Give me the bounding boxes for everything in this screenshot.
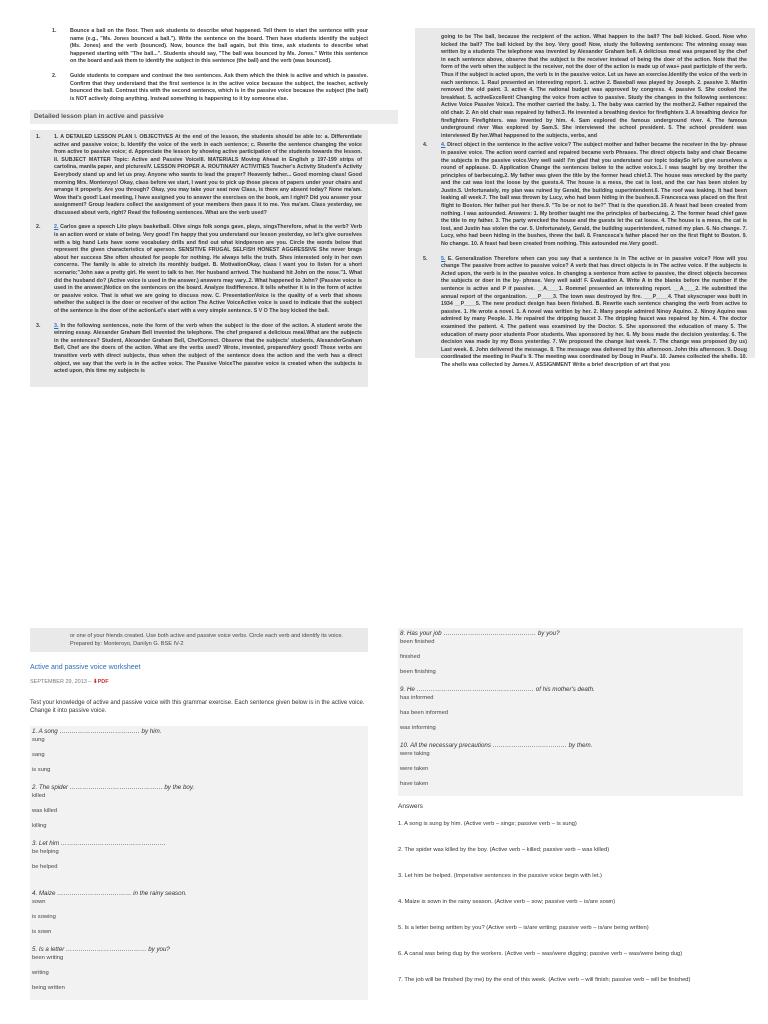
page-bottom-right <box>398 628 743 1024</box>
answer-option[interactable]: been finishing <box>400 669 436 675</box>
question-text: 4. Maize ……………………………… in the rainy season. <box>32 889 187 897</box>
item-text <box>441 256 747 370</box>
answer-option[interactable]: have taken <box>400 781 429 787</box>
worksheet-title[interactable]: Active and passive voice worksheet <box>30 664 141 671</box>
post-date-row <box>30 679 368 685</box>
answer-option[interactable]: were taken <box>400 766 429 772</box>
answer-item: 5. Is a letter being written by you? (Active verb – is/are writing; passive verb – is/are being written) <box>398 925 649 931</box>
answer-option[interactable]: is sung <box>32 766 51 773</box>
answer-option[interactable]: has been informed <box>400 710 449 716</box>
answer-item: 2. The spider was killed by the boy. (Active verb – killed; passive verb – was killed) <box>398 847 610 853</box>
item-link[interactable]: 3. <box>54 322 59 329</box>
item-link[interactable]: 2. <box>54 224 59 231</box>
pdf-link[interactable]: PDF <box>97 679 109 685</box>
item-text <box>54 224 362 315</box>
continued-text: or one of your friends created. Use both active and passive voice verbs. Circle each verb and identify its voice. Prepared by: Monteroyo, Danilyn G. BSE IV-2 <box>30 628 368 652</box>
answer-option[interactable]: sung <box>32 736 45 743</box>
intro-item <box>30 28 368 66</box>
answer-option[interactable]: is sown <box>32 928 52 935</box>
answers-title: Answers <box>398 803 423 810</box>
page-bottom-left <box>30 628 368 1024</box>
post-date: SEPTEMBER 29, 2013 <box>30 679 87 685</box>
item-text: Bounce a ball on the floor. Then ask students to describe what happened. Tell them to start the sentence with your name (e.g., "Ms. Jones bounced a ball."). Write the sentence on the board. Then have students identify the subject (Ms. Jones) and the verb (bounced). Now, bounce the ball again, but this time, ask students to describe what happened starting with "The ball...". Students should say, "The ball was bounced by Ms. Jones." Write this sentence on the board and ask them to identify the subject in this sentence (the ball) and the verb (was bounced). <box>70 28 368 65</box>
item-number: 1. <box>36 133 41 140</box>
answer-item: 4. Maize is sown in the rainy season. (Active verb – sow; passive verb – is/are sown) <box>398 899 616 905</box>
pdf-icon[interactable]: ⬇ <box>93 679 98 685</box>
continued-text: going to be The ball, because the recipient of the action. What happen to the ball? The ball kicked. Good. Now who kicked the ball? The ball kicked by the boy. Very good! Now, study the following sentences: The winning essay was written by a students The telephone was invented by Alexander Graham bell. A delicious meal was prepared by the chef in each sentence above, observe that the subject is the receiver instead of being the doer of the action. Note that the form of the verb when the subject is the receiver, not the doer of the action is made up of was+ past participle of the verb. Thus if the subject is acted upon, the verb is in the passive voice. Let us have an exercise.Identify the voice of the verb in each sentence. 1. Raul presented an interesting report. 1. active 2. Baseball was played by Joseph. 2. passive 3. Martin removed the old paint. 3. active 4. The national budget was approved by congress. 4. passive 5. She cooked the breakfast. 5. activeExcellent! Changing the voice from active to passive. Study the changes in the following sentences: Active Voice Passive Voice1. The mother carried the baby. 1. The baby was carried by the mother.2. Father repaired the old chair. 2. An old chair was repaired by father.3. He invented a breathing device for firefighters 3. A breathing device for firefighters Firefighters. was invented by him. 4. Sam explored the famous underground river. 4. The famous underground river Was explored by Sam.5. She interviewed the school president. 5. The school president was interviewed By her.What happened to the subjects, verbs, and <box>441 34 747 139</box>
answers-list <box>398 820 743 984</box>
page-top-right <box>415 28 755 368</box>
plan-item <box>423 256 747 370</box>
answer-option[interactable]: was killed <box>32 807 58 814</box>
intro-item <box>30 73 368 103</box>
answer-option[interactable]: was informing <box>400 725 436 731</box>
answer-option[interactable]: were taking <box>400 751 430 757</box>
answer-option[interactable]: has informed <box>400 695 434 701</box>
item-text-body: E. Generalization Therefore when can you say that a sentence is in The active or in passive voice? How will you change The passive from active to passive voice? A verb that has direct objects is in The active voice. If the subjects is Acted upon, the verb is in the passive voice. In changing a sentence from active to passive, the direct objects becomes the subjects or doer in the by- phrase. Very well said! F. Evaluation A. Write A in the blanks before the number if the sentence is active and P if passive. __A____1. Rommel presented an interesting report. __A____2. He submitted the annual report of the organization. ___P____3. The town was destroyed by fire. ___P____4. That skyscraper was built in 1934 __P____5. The new product design has been finished. B. Rewrite each sentence changing the verb from active to passive. 1. He wrote a novel. 1. A novel was written by her. 2. Many people admired Ninoy Aquino. 2. Ninoy Aquino was admired by many People. 3. He repaired the dripping faucet 3. The dripping faucet was repaired by him. 4. The doctor examined the patient. 4. The patient was examined by the Doctor. 5. She sponsored the education of many 5. The education of many poor students Poor students. Was sponsored by her. 6. My boss made the decision yesterday. 6. The decision was made by my Boss yesterday. 7. We proposed the change last week. 7. The change was proposed (by us) Last week. 8. John delivered the message. 8. The message was delivered by this afternoon. John this afternoon. 9. Doug coordinated the meeting in Paul's 9. The meeting was coordinated by Doug in Paul's. 10. James collected the shells. 10. The shells was collected by James.V. ASSIGNMENT Write a brief description of art that you <box>441 255 747 368</box>
question-text: 8. Has your job ……………………………………… by you? <box>400 630 560 637</box>
answer-option[interactable]: sang <box>32 751 45 758</box>
item-number: 2. <box>52 72 57 79</box>
answer-option[interactable]: be helped <box>32 863 58 870</box>
question-list <box>30 726 368 1000</box>
answer-option[interactable]: writing <box>32 969 49 976</box>
section-banner: Detailed lesson plan in active and passive <box>30 110 398 124</box>
question-list <box>398 628 743 796</box>
plan-item <box>36 134 362 218</box>
item-text <box>441 142 747 248</box>
plan-item <box>423 142 747 248</box>
item-number: 4. <box>423 142 428 149</box>
item-link[interactable]: 4. <box>441 142 446 149</box>
item-number: 3. <box>36 322 41 329</box>
plan-item <box>36 224 362 315</box>
question-text: 10. All the necessary precautions ……………………………… by them. <box>400 742 593 749</box>
answer-item: 1. A song is sung by him. (Active verb – sings; passive verb – is sung) <box>398 821 577 827</box>
lesson-plan-box <box>30 130 368 387</box>
item-link[interactable]: 5. <box>441 255 446 262</box>
plan-item <box>36 323 362 376</box>
question-text: 1. A song ………………………………… by him. <box>32 727 162 735</box>
question-text: 9. He ………………………………………………… of his mother's death. <box>400 686 595 693</box>
answer-option[interactable]: killed <box>32 792 46 799</box>
answer-item: 6. A canal was being dug by the workers. (Active verb – was/were digging; passive verb – was/were being dug) <box>398 951 683 957</box>
question-text: 3. Let him …………………………………………… <box>32 839 167 847</box>
item-number: 5. <box>423 255 428 262</box>
item-number: 1. <box>52 28 57 34</box>
answer-option[interactable]: finished <box>400 654 420 660</box>
item-text: 1. A DETAILED LESSON PLAN I. OBJECTIVES At the end of the lesson, the students should be able to: a. Differentiate active and passive voice; b. Identify the voice of the verb in each sentence; c. Rewrite the sentence changing the voice from active to passive voice; d. Appreciate the lesson by showing active participation of the students towards the lesson. II. SUBJECT MATTER Topic: Active and Passive VoiceIII. MATERIALS Moving Ahead in English p 197-199 strips of cartolina, manila paper, and picturesIV. LESSON PROPER A. ROUTINARY ACTIVITIES Teacher's Activity Student's Activity Everybody stand up and let us pray. Anyone who wants to lead the prayer? Heavenly father... Good morning class! Good morning Mrs. Monteroyo! Okay, class before we start, I want you to pick up those pieces of papers under your chairs and arrange it properly. Are you through? Okay, you may take your seat now Class, is there any absent today? None ma'am. Wow that's good! Last meeting, I have assigned you to answer the exercises on the book, am I right? Did you answer your assignment? Group leaders collect the assignment of your members then pass it to me. Yes ma'am. Class yesterday, we discussed about verb, right? Read the following sentences. What are the verb used? <box>54 133 362 216</box>
answer-option[interactable]: been finished <box>400 639 435 645</box>
date-separator: – <box>86 679 93 685</box>
answer-item: 7. The job will be finished (by me) by the end of this week. (Active verb – will finish; passive verb – will be finished) <box>398 977 691 983</box>
page-top-left <box>30 28 368 375</box>
answer-option[interactable]: be helping <box>32 848 59 855</box>
question-text: 2. The spider ……………………………………… by the boy. <box>32 783 195 791</box>
answer-item: 3. Let him be helped. (Imperative sentences in the passive voice begin with let.) <box>398 873 602 879</box>
item-text-body: Carlos gave a speech Lito plays basketball. Olive sings folk songs gave, plays, singsTherefore, what is the verb? Verb is an action word or state of being. Very good! I'm happy that you understand our lesson yesterday, so let's give ourselves with a big hand Lets have some vocabulary drills and find out what kindperson are you. Circle the words below that represent the given characteristics of aperson. SENSITIVE FRUGAL SELFISH HONEST AGGRESSIVE She never brags about her success She often shouted for people for nothing. He always tells the truth. Shes interested only in her own concerns. The family is able to stretch its monthly budget. B. MotivationOkay, class I want you to listen for a short scenario;"John saw a pretty girl. He went to talk to her. Her husband arrived. The husband hit John on the nose."1. What did the husband do? (Active voice is used in the answer.) answers may vary..2. What happened to John? (Passive voice is used in the answer.)Notice on the sentences on the board. Analyze itsdifference. It tells whether it is in the form of active or passive voice. That is what we are going to discuss now. C. PresentationVoice is the quality of a verb that shows whether the subject is the doer or receiver of the action The Active VoiceActive voice is used to indicate that the subject of the sentence is the doer of the actionLet's start with a very simple sentence. S V O The boy kicked the ball. <box>54 224 362 314</box>
item-text <box>54 323 362 376</box>
item-text: Guide students to compare and contrast the two sentences. Ask them which the think is active and which is passive. Confirm that they understand that the first sentence is in the active voice because the subject, the teacher, actively bounced the ball. Contrast this with the second sentence, which is in the passive voice because the subject (the ball) is NOT actively doing anything. Instead something is happening to it by someone else. <box>70 72 368 102</box>
worksheet-intro: Test your knowledge of active and passive voice with this grammar exercise. Each sentence given below is in the active voice. Change it into passive voice. <box>30 700 365 715</box>
question-text: 5. Is a letter ………………………………… by you? <box>32 945 170 953</box>
answer-option[interactable]: been writing <box>32 954 64 961</box>
item-text-body: Direct object in the sentence in the active voice? The subject mother and father became the receiver in the by- phrase in passive voice. The action word carried and repaired became verb Phrases. The direct objects baby and chair Became the subjects in the passive voice.Very well said! I'm glad that you understand our topic todaySo let's give ourselves a round of applause. D. Application Change the sentences below to the active voice.1. I was taught by my brother the principles of barbecuing.2. My father was given the title by the former head chief.3. The house was wrecked by the party and the cat was lost the loose by the guests.4. The house is a mess, the cat is lost, and the car has been stolen by Justin.5. Unfortunately, my plan was ruined by Gerald, the building superintendent.6. The roof was leaking. It had been leaking all week.7. The ball was thrown by Lucy, who had been hiding in the bushes.8. Francesca was placed on the first flight to Boston. Her father put her there.9. "To be or not to be?" That is the question.10. A feast had been created from nothing. I was astounded. Answers: 1. My brother taught me the principles of barbecuing. 2. The former head chief gave the title to my father. 3. The party wrecked the house and the guests let the cat loose. 4. The house is a mess, the cat is lost, and Justin has stolen the car. 5. Unfortunately, Gerald, the building superintendent, ruined my plan. 6. No change. 7. Lucy, who had been hiding in the bushes, threw the ball. 8. Francesca's father placed her on the first flight to Boston. 9. No change. 10. A feast had been created from nothing. This astounded me.Very good!. <box>441 142 747 248</box>
answer-option[interactable]: sown <box>32 898 46 905</box>
item-number: 2. <box>36 224 41 231</box>
answer-option[interactable]: being written <box>32 984 65 991</box>
answer-option[interactable]: is sowing <box>32 913 56 920</box>
answer-option[interactable]: killing <box>32 822 47 829</box>
item-text-body: In the following sentences, note the form of the verb when the subject is the doer of the action. A student wrote the winning essay. Alexander Graham Bell invented the telephone. The chef prepared a delicious meal.What are the subjects in the sentences? Student, Alexander Graham Bell, ChefCorrect. Observe that the subjects' students, AlexanderGraham Bell, Chef are the doers of the action. What are the verbs used? Wrote, invented, preparedVery good! Those verbs are transitive verb with direct subjects, thus when the subject of the sentence does the action and the verb has a direct object, we say that the verb is in the active voice. The Passive VoiceThe passive voice is created when the subjects is acted upon, this time my subjects is <box>54 322 362 375</box>
